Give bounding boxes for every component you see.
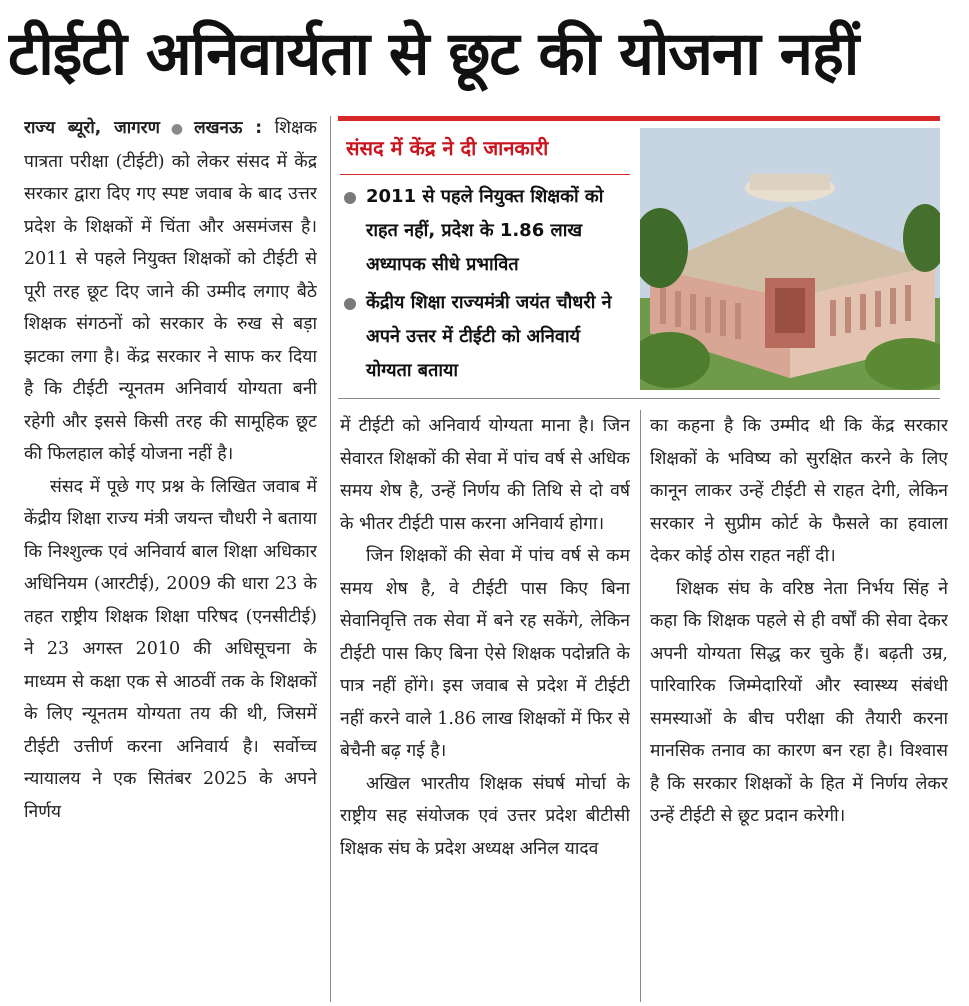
- headline: टीईटी अनिवार्यता से छूट की योजना नहीं: [8, 19, 859, 89]
- article-column-3: [650, 410, 948, 1002]
- article-paragraph: अखिल भारतीय शिक्षक संघर्ष मोर्चा के राष्ट्रीय सह संयोजक एवं उत्तर प्रदेश बीटीसी शिक्षक संघ के प्रदेश अध्यक्ष अनिल यादव: [340, 773, 630, 859]
- bullet-dot-icon: ●: [163, 121, 191, 137]
- highlight-box-title: संसद में केंद्र ने दी जानकारी: [346, 136, 549, 160]
- bullet-dot-icon: [344, 298, 356, 310]
- column-divider: [330, 116, 331, 1002]
- highlight-bullet-list: [338, 180, 630, 392]
- article-paragraph: में टीईटी को अनिवार्य योग्यता माना है। जिन सेवारत शिक्षकों की सेवा में पांच वर्ष से अधिक समय शेष है, उन्हें निर्णय की तिथि से दो वर्ष के भीतर टीईटी पास करना अनिवार्य होगा।: [340, 416, 630, 534]
- article-paragraph: संसद में पूछे गए प्रश्न के लिखित जवाब में केंद्रीय शिक्षा राज्य मंत्री जयन्त चौधरी ने बताया कि निश्शुल्क एवं अनिवार्य बाल शिक्षा अधिकार अधिनियम (आरटीई), 2009 की धारा 23 के तहत राष्ट्रीय शिक्षक शिक्षा परिषद (एनसीटीई) ने 23 अगस्त 2010 की अधिसूचना के माध्यम से कक्षा एक से आठवीं तक के शिक्षकों के लिए न्यूनतम योग्यता तय की थी, जिसमें टीईटी उत्तीर्ण करना अनिवार्य है। सर्वोच्च न्यायालय ने एक सितंबर 2025 के अपने निर्णय: [24, 476, 317, 822]
- article-paragraph: का कहना है कि उम्मीद थी कि केंद्र सरकार शिक्षकों के भविष्य को सुरक्षित करने के लिए कानून लाकर उन्हें टीईटी से राहत देगी, लेकिन सरकार ने सुप्रीम कोर्ट के फैसले का हवाला देकर कोई ठोस राहत नहीं दी।: [650, 416, 948, 566]
- article-column-2: [340, 410, 630, 1002]
- highlight-bullet-text: 2011 से पहले नियुक्त शिक्षकों को राहत नहीं, प्रदेश के 1.86 लाख अध्यापक सीधे प्रभावित: [366, 186, 604, 275]
- highlight-box-top-bar: [338, 116, 940, 121]
- paragraph-text: शिक्षक पात्रता परीक्षा (टीईटी) को लेकर संसद में केंद्र सरकार द्वारा दिए गए स्पष्ट जवाब के बाद उत्तर प्रदेश के शिक्षकों में चिंता और असमंजस है। 2011 से पहले नियुक्त शिक्षकों को टीईटी से पूरी तरह छूट दिए जाने की उम्मीद लगाए बैठे शिक्षक संगठनों को सरकार के रुख से बड़ा झटका लगा है। केंद्र सरकार ने साफ कर दिया है कि टीईटी न्यूनतम अनिवार्य योग्यता बनी रहेगी और इससे किसी तरह की सामूहिक छूट की फिलहाल कोई योजना नहीं है।: [24, 118, 317, 464]
- article-paragraph: जिन शिक्षकों की सेवा में पांच वर्ष से कम समय शेष है, वे टीईटी पास किए बिना सेवानिवृत्ति तक सेवा में बने रह सकेंगे, लेकिन टीईटी पास किए बिना ऐसे शिक्षक पदोन्नति के पात्र नहीं होंगे। इस जवाब से प्रदेश में टीईटी नहीं करने वाले 1.86 लाख शिक्षकों में फिर से बेचैनी बढ़ गई है।: [340, 546, 630, 761]
- dateline-source: राज्य ब्यूरो, जागरण: [24, 118, 160, 138]
- parliament-building-photo: [640, 128, 940, 390]
- highlight-bullet-text: केंद्रीय शिक्षा राज्यमंत्री जयंत चौधरी ने अपने उत्तर में टीईटी को अनिवार्य योग्यता बताया: [366, 292, 612, 381]
- highlight-bullet-item: [338, 286, 630, 388]
- highlight-bullet-item: [338, 180, 630, 282]
- article-paragraph: [24, 112, 317, 471]
- column-divider: [640, 410, 641, 1002]
- dateline-place: लखनऊ :: [194, 118, 263, 138]
- article-column-1: [24, 112, 317, 1002]
- highlight-box-divider: [340, 174, 630, 175]
- bullet-dot-icon: [344, 192, 356, 204]
- parliament-building-icon: [640, 128, 940, 390]
- article-paragraph: शिक्षक संघ के वरिष्ठ नेता निर्भय सिंह ने कहा कि शिक्षक पहले से ही वर्षों की सेवा देकर अपनी योग्यता सिद्ध कर चुके हैं। बढ़ती उम्र, पारिवारिक जिम्मेदारियों और स्वास्थ्य संबंधी समस्याओं के बीच परीक्षा की तैयारी करना मानसिक तनाव का कारण बन रहा है। विश्वास है कि सरकार शिक्षकों के हित में निर्णय लेकर उन्हें टीईटी से छूट प्रदान करेगी।: [650, 578, 948, 826]
- highlight-box-bottom-rule: [338, 398, 940, 399]
